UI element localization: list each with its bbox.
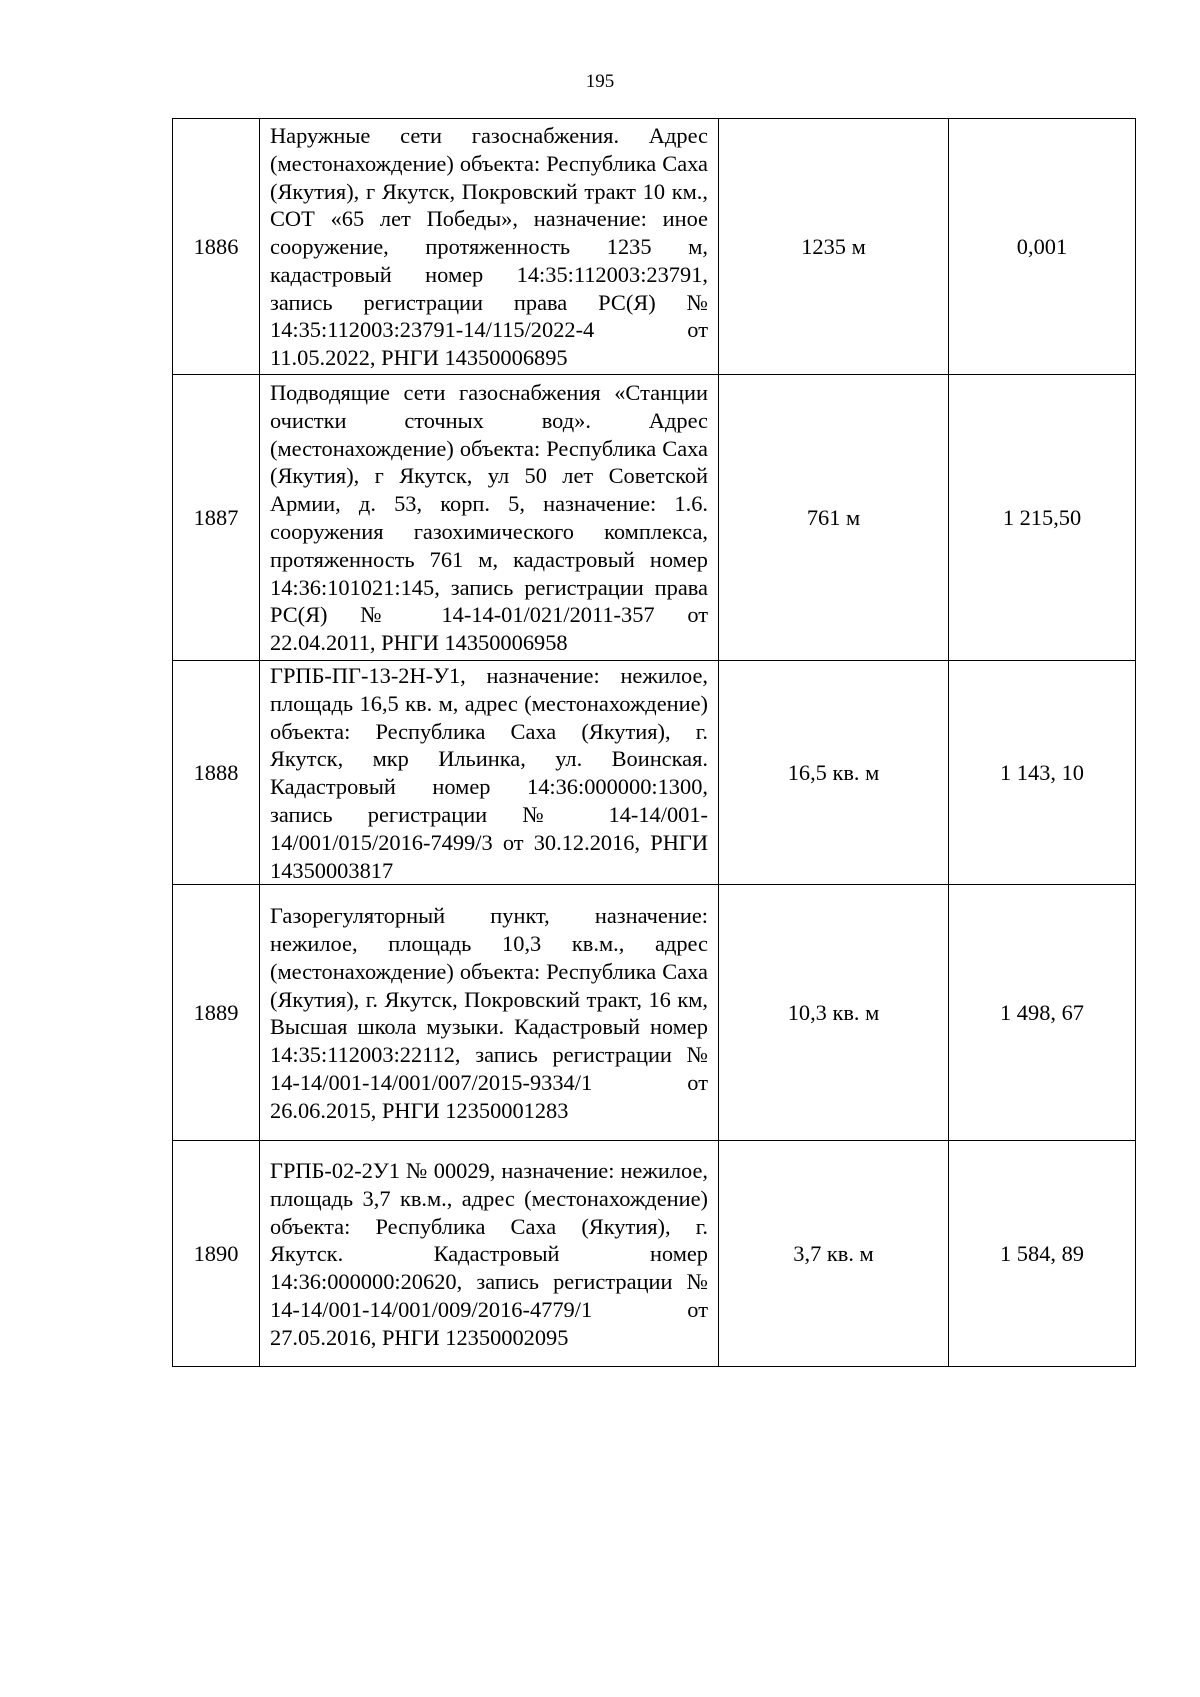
row-description-cell [260, 1141, 719, 1367]
row-value-cell: 1 498, 67 [949, 885, 1136, 1141]
row-description-text: Подводящие сети газоснабжения «Станции очистки сточных вод». Адрес (местонахождение) объекта: Республика Саха (Якутия), г Якутск, ул 50 лет Советской Армии, д. 53, корп. 5, назначение: 1.6. сооружения газохимического комплекса, протяженность 761 м, кадастровый номер 14:36:101021:145, запись регистрации права РС(Я) № 14-14-01/021/2011-357 от 22.04.2011, РНГИ 14350006958 [270, 380, 708, 656]
row-number-cell: 1888 [173, 661, 260, 885]
row-size-cell: 10,3 кв. м [719, 885, 949, 1141]
property-registry-table [172, 118, 1136, 1367]
row-description-text: Газорегуляторный пункт, назначение: нежилое, площадь 10,3 кв.м., адрес (местонахождение) объекта: Республика Саха (Якутия), г. Якутск, Покровский тракт, 16 км, Высшая школа музыки. Кадастровый номер 14:35:112003:22112, запись регистрации № 14-14/001-14/001/007/2015-9334/1 от 26.06.2015, РНГИ 12350001283 [270, 903, 708, 1123]
page-number: 195 [585, 71, 615, 92]
row-description-cell [260, 661, 719, 885]
row-value-cell: 0,001 [949, 119, 1136, 375]
row-description-cell [260, 119, 719, 375]
row-number-cell: 1889 [173, 885, 260, 1141]
row-number-cell: 1890 [173, 1141, 260, 1367]
row-size-cell: 1235 м [719, 119, 949, 375]
row-number-cell: 1887 [173, 375, 260, 661]
table-row [173, 375, 1136, 661]
row-value-cell: 1 143, 10 [949, 661, 1136, 885]
row-description-text: ГРПБ-02-2У1 № 00029, назначение: нежилое, площадь 3,7 кв.м., адрес (местонахождение) объекта: Республика Саха (Якутия), г. Якутск. Кадастровый номер 14:36:000000:20620, запись регистрации № 14-14/001-14/001/009/2016-4779/1 от 27.05.2016, РНГИ 12350002095 [270, 1158, 708, 1350]
row-description-cell [260, 375, 719, 661]
table-row [173, 119, 1136, 375]
table-row [173, 885, 1136, 1141]
row-description-cell [260, 885, 719, 1141]
row-value-cell: 1 215,50 [949, 375, 1136, 661]
row-size-cell: 761 м [719, 375, 949, 661]
row-description-text: ГРПБ-ПГ-13-2Н-У1, назначение: нежилое, площадь 16,5 кв. м, адрес (местонахождение) объекта: Республика Саха (Якутия), г. Якутск, мкр Ильинка, ул. Воинская. Кадастровый номер 14:36:000000:1300, запись регистрации № 14-14/001-14/001/015/2016-7499/3 от 30.12.2016, РНГИ 14350003817 [270, 663, 708, 883]
table-row [173, 1141, 1136, 1367]
row-description-text: Наружные сети газоснабжения. Адрес (местонахождение) объекта: Республика Саха (Якутия), г Якутск, Покровский тракт 10 км., СОТ «65 лет Победы», назначение: иное сооружение, протяженность 1235 м, кадастровый номер 14:35:112003:23791, запись регистрации права РС(Я) № 14:35:112003:23791-14/115/2022-4 от 11.05.2022, РНГИ 14350006895 [270, 122, 708, 371]
table-row [173, 661, 1136, 885]
row-size-cell: 16,5 кв. м [719, 661, 949, 885]
row-number-cell: 1886 [173, 119, 260, 375]
row-value-cell: 1 584, 89 [949, 1141, 1136, 1367]
row-size-cell: 3,7 кв. м [719, 1141, 949, 1367]
